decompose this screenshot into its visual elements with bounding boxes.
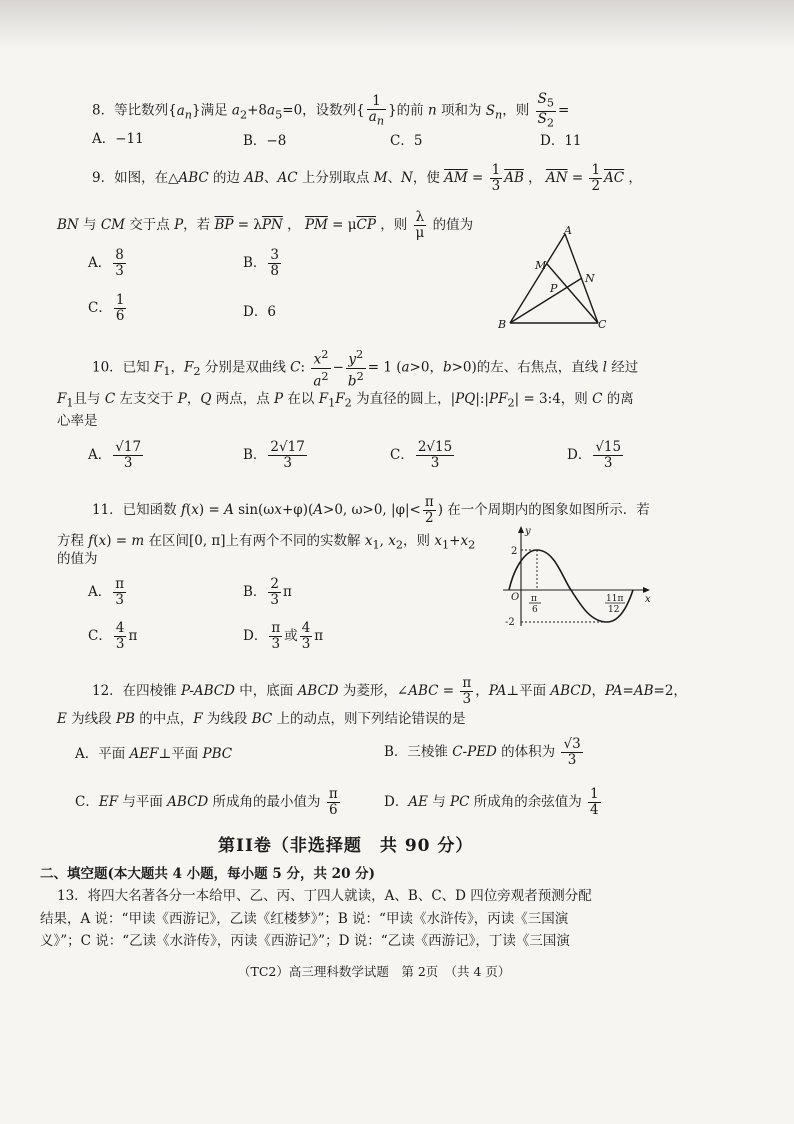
part-2-heading: 二、填空题(本大题共 4 小题，每小题 5 分，共 20 分)	[40, 866, 376, 882]
question-10-line2: $F_1$且与 C 左支交于 P，Q 两点，点 P 在以 $F_1F_2$ 为直径的圆上，$|PQ|:|PF_2|$ = 3:4，则 C 的离	[57, 391, 634, 410]
question-8: 8．等比数列$\{a_n\}$满足 $a_2+8a_5=0$，设数列{ $\frac{1}{a_n}$ }的前 n 项和为 $S_n$，则 $\frac{S_5}{S_2}$ =	[92, 91, 570, 130]
q11-option-d[interactable]: D． $\frac{\pi}{3}$ 或 $\frac{4}{3}$ π	[243, 620, 324, 652]
y-label: y	[525, 526, 531, 537]
q10-option-d[interactable]: D． $\frac{√15}{3}$	[567, 439, 622, 471]
x2-label-den: 12	[608, 605, 620, 615]
q8-option-c[interactable]: C．5	[390, 133, 423, 149]
question-13-line3: 义》”；C 说：“乙读《水浒传》，丙读《西游记》”；D 说：“乙读《西游记》，丁读《三国演	[40, 933, 570, 949]
x1-label-den: 6	[532, 605, 538, 615]
triangle-figure	[490, 222, 620, 334]
q10-option-c[interactable]: C． $\frac{2√15}{3}$	[390, 439, 453, 471]
label-c: C	[598, 318, 607, 331]
q12-option-d[interactable]: D．AE 与 PC 所成角的余弦值为 $\frac{1}{4}$	[384, 786, 599, 818]
q9-option-d[interactable]: D．6	[243, 304, 276, 320]
q12-option-b[interactable]: B．三棱锥 C-PED 的体积为 $\frac{√3}{3}$	[384, 736, 581, 768]
q12-option-a[interactable]: A．平面 AEF⊥平面 PBC	[75, 746, 233, 762]
question-12-line1: 12．在四棱锥 P-ABCD 中，底面 ABCD 为菱形，∠ABC = $\frac{\pi}{3}$ ，PA⊥平面 ABCD，PA=AB=2，	[92, 675, 687, 707]
label-m: M	[535, 259, 547, 272]
question-11-line1: 11．已知函数 f(x) = A sin(ωx+φ)(A>0, ω>0, |φ|< $\frac{\pi}{2}$ ) 在一个周期内的图象如图所示．若	[92, 494, 650, 526]
q9-option-a[interactable]: A． $\frac{8}{3}$	[88, 247, 124, 279]
x-label: x	[645, 594, 651, 605]
question-11-line2: 方程 f(x) = m 在区间[0, π]上有两个不同的实数解 $x_1$, $x_2$，则 $x_1+x_2$	[57, 533, 476, 552]
page-footer: （TC2）高三理科数学试题 第 2页 （共 4 页）	[238, 964, 511, 979]
scan-top-shadow	[0, 0, 794, 48]
question-13-line2: 结果，A 说：“甲读《西游记》，乙读《红楼梦》”；B 说：“甲读《水浒传》，丙读《三国演	[40, 911, 569, 927]
x1-label-num: π	[531, 594, 537, 604]
q8-option-a[interactable]: A．−11	[92, 131, 144, 147]
q9-option-b[interactable]: B． $\frac{3}{8}$	[243, 247, 280, 279]
question-9-line1: 9．如图，在△ABC 的边 AB、AC 上分别取点 M、N，使 $\overline{AM}$ = $\frac{1}{3}$ $\overline{AB}$ ， $\overline{AN}$ = $\frac{1}{2}$ $\overline{AC}$ ，	[92, 162, 642, 194]
question-10-line1: 10．已知 $F_1$，$F_2$ 分别是双曲线 C: $\frac{x^2}{a^2}$ − $\frac{y^2}{b^2}$ = 1 (a>0，b>0)的左、右焦点，直线 l 经过	[92, 348, 639, 389]
ymax-label: 2	[511, 546, 518, 557]
question-11-line3: 的值为	[57, 551, 98, 567]
section-2-title: 第II卷（非选择题 共 90 分）	[218, 836, 474, 856]
question-9-line2: BN 与 CM 交于点 P，若 $\overline{BP} = \lambda\overline{PN}$ ， $\overline{PM} = \mu\overline{CP}$ ，则 $\frac{\lambda}{\mu}$ 的值为	[57, 209, 474, 241]
question-13-line1: 13．将四大名著各分一本给甲、乙、丙、丁四人就读，A、B、C、D 四位旁观者预测分配	[57, 888, 592, 904]
q8-option-b[interactable]: B．−8	[243, 133, 287, 149]
label-p: P	[550, 282, 558, 295]
q11-option-c[interactable]: C． $\frac{4}{3}$ π	[88, 620, 138, 652]
edge-ab	[510, 234, 565, 323]
label-n: N	[585, 272, 595, 285]
ymin-label: -2	[505, 617, 515, 628]
label-a: A	[564, 224, 572, 237]
segment-bn	[510, 278, 582, 323]
x2-label-num: 11π	[606, 594, 624, 604]
q9-option-c[interactable]: C． $\frac{1}{6}$	[88, 292, 125, 324]
q10-option-b[interactable]: B． $\frac{2√17}{3}$	[243, 439, 305, 471]
question-12-line2: E 为线段 PB 的中点，F 为线段 BC 上的动点，则下列结论错误的是	[57, 711, 466, 727]
q10-option-a[interactable]: A． $\frac{√17}{3}$	[88, 439, 142, 471]
q11-option-a[interactable]: A． $\frac{\pi}{3}$	[88, 576, 125, 608]
sine-graph	[495, 524, 655, 636]
q11-option-b[interactable]: B． $\frac{2}{3}$ π	[243, 576, 292, 608]
label-b: B	[498, 318, 507, 331]
question-10-line3: 心率是	[57, 413, 98, 429]
q8-option-d[interactable]: D．11	[540, 133, 582, 149]
origin-label: O	[511, 592, 520, 603]
q12-option-c[interactable]: C．EF 与平面 ABCD 所成角的最小值为 $\frac{\pi}{6}$	[75, 786, 338, 818]
